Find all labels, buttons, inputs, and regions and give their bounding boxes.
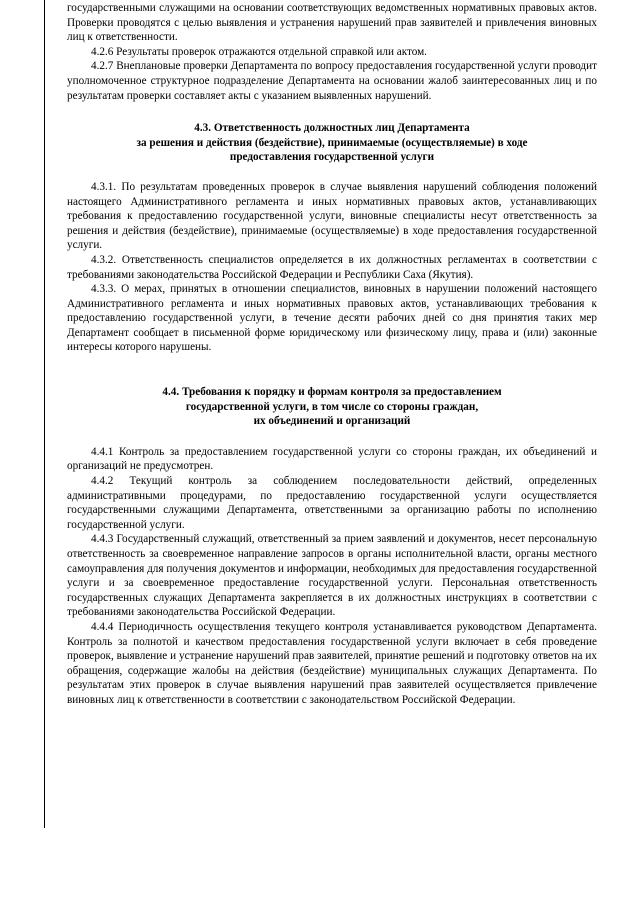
heading-line: их объединений и организаций [253,415,411,428]
paragraph-4-3-1: 4.3.1. По результатам проведенных проверок в случае выявления нарушений соблюдения положений настоящего Административного регламента и иных нормативных правовых актов, устанавливающих требования к предоставлению государственной услуги, виновные специалисты несут ответственность за решения и действия (бездействие), принимаемые (осуществляемые) в ходе предоставления государственной услуги. [67,180,597,252]
heading-line: государственной услуги, в том числе со стороны граждан, [185,400,479,413]
paragraph-4-4-2: 4.4.2 Текущий контроль за соблюдением последовательности действий, определенных административными процедурами, по предоставлению государственной услуги осуществляется государственными служащими Департамента, ответственными за организацию работы по исполнению государственной услуги. [67,475,597,531]
heading-line: за решения и действия (бездействие), принимаемые (осуществляемые) в ходе [136,136,528,149]
margin-line [44,0,45,828]
heading-line: предоставления государственной услуги [229,151,435,164]
paragraph-4-4-4: 4.4.4 Периодичность осуществления текущего контроля устанавливается руководством Департамента. Контроль за полнотой и качеством предоставления государственной услуги включает в себя проведение проверок, выявление и устранение нарушений прав заявителей, принятие решений и подготовку ответов на их обращения, содержащие жалобы на действия (бездействие) муниципальных служащих Департамента. По результатам этих проверок в случае выявления нарушений прав заявителей осуществляется привлечение виновных лиц к ответственности в соответствии с законодательством Российской Федерации. [67,620,597,706]
section-heading-4-3 [67,121,597,165]
heading-line: 4.4. Требования к порядку и формам контроля за предоставлением [162,386,502,399]
paragraph-4-2-7: 4.2.7 Внеплановые проверки Департамента по вопросу предоставления государственной услуги проводит уполномоченное структурное подразделение Департамента на основании жалоб заинтересованных лиц и по результатам проверки составляет акты с указанием выявленных нарушений. [67,60,597,102]
paragraph-4-3-2: 4.3.2. Ответственность специалистов определяется в их должностных регламентах в соответствии с требованиями законодательства Российской Федерации и Республики Саха (Якутия). [67,253,597,281]
paragraph-4-4-1: 4.4.1 Контроль за предоставлением государственной услуги со стороны граждан, их объединений и организаций не предусмотрен. [67,445,597,473]
paragraph-4-2-6: 4.2.6 Результаты проверок отражаются отдельной справкой или актом. [91,45,427,58]
paragraph-4-4-3: 4.4.3 Государственный служащий, ответственный за прием заявлений и документов, несет персональную ответственность за своевременное направление запросов в органы исполнительной власти, органы местного самоуправления для получения документов и информации, необходимых для предоставления государственной услуги и за своевременное предоставление государственной услуги. Персональная ответственность государственных служащих Департамента закрепляется в их должностных инструкциях в соответствии с требованиями законодательства Российской Федерации. [67,533,597,619]
paragraph-continuation: государственными служащими на основании соответствующих ведомственных нормативных правовых актов. Проверки проводятся с целью выявления и устранения нарушений прав заявителей и привлечения виновных лиц к ответственности. [67,2,597,44]
section-heading-4-4 [67,385,597,429]
paragraph-4-3-3: 4.3.3. О мерах, принятых в отношении специалистов, виновных в нарушении положений настоящего Административного регламента и иных нормативных правовых актов, устанавливающих требования к предоставлению государственной услуги, в течение десяти рабочих дней со дня принятия таких мер Департамент сообщает в письменной форме юридическому или физическому лицу, права и (или) законные интересы которого нарушены. [67,283,597,354]
document-body [67,0,597,708]
heading-line: 4.3. Ответственность должностных лиц Департамента [194,122,470,135]
